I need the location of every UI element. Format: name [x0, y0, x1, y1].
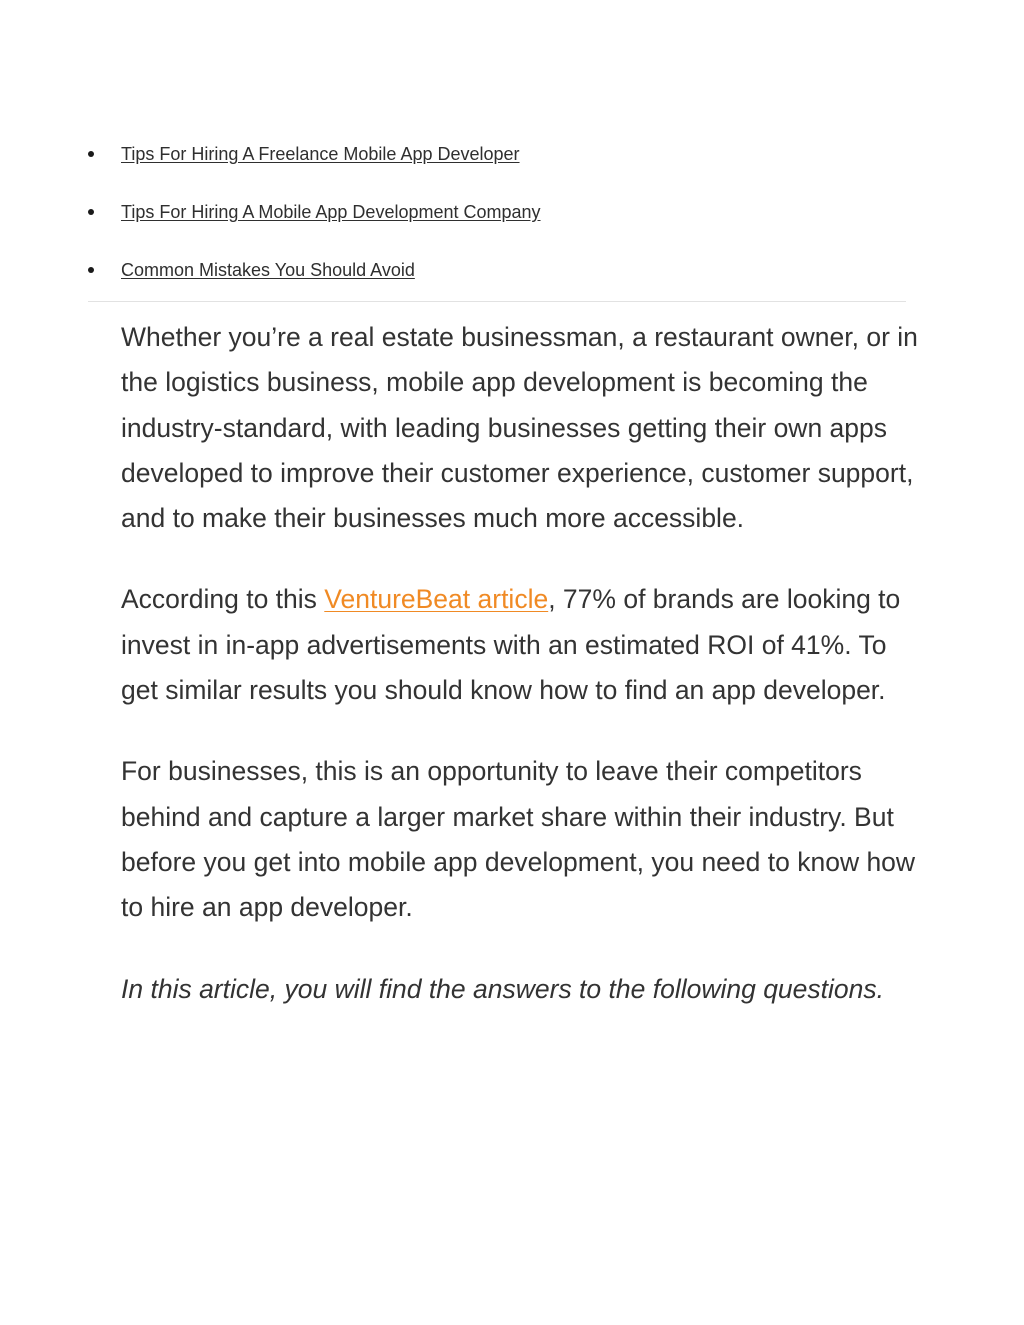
- toc-link-freelance-developer[interactable]: Tips For Hiring A Freelance Mobile App Developer: [121, 144, 520, 164]
- article-body: [121, 315, 921, 1048]
- venturebeat-paragraph: [121, 577, 921, 713]
- article-questions-intro: In this article, you will find the answers to the following questions.: [121, 973, 885, 1004]
- paragraph-text-before-link: According to this: [121, 584, 325, 615]
- intro-paragraph: Whether you’re a real estate businessman, a restaurant owner, or in the logistics business, mobile app development is becoming the industry-standard, with leading businesses getting their own apps developed to improve their customer experience, customer support, and to make their businesses much more accessible.: [121, 322, 918, 534]
- bullet-icon: [88, 267, 94, 273]
- opportunity-paragraph: For businesses, this is an opportunity to leave their competitors behind and capture a larger market share within their industry. But before you get into mobile app development, you need to know how to hire an app developer.: [121, 756, 916, 923]
- toc-item: [88, 136, 906, 194]
- toc-link-common-mistakes[interactable]: Common Mistakes You Should Avoid: [121, 260, 415, 280]
- toc-item: [88, 194, 906, 252]
- bullet-icon: [88, 209, 94, 215]
- toc-link-development-company[interactable]: Tips For Hiring A Mobile App Development Company: [121, 202, 541, 222]
- toc-item: [88, 252, 906, 288]
- paragraph-text-after-link: , 77% of brands are looking to invest in in-app advertisements with an estimated ROI of 41%. To get similar results you should know how to find an app developer.: [121, 584, 901, 706]
- venturebeat-article-link[interactable]: VentureBeat article: [324, 584, 549, 615]
- bullet-icon: [88, 151, 94, 157]
- table-of-contents: [88, 136, 906, 302]
